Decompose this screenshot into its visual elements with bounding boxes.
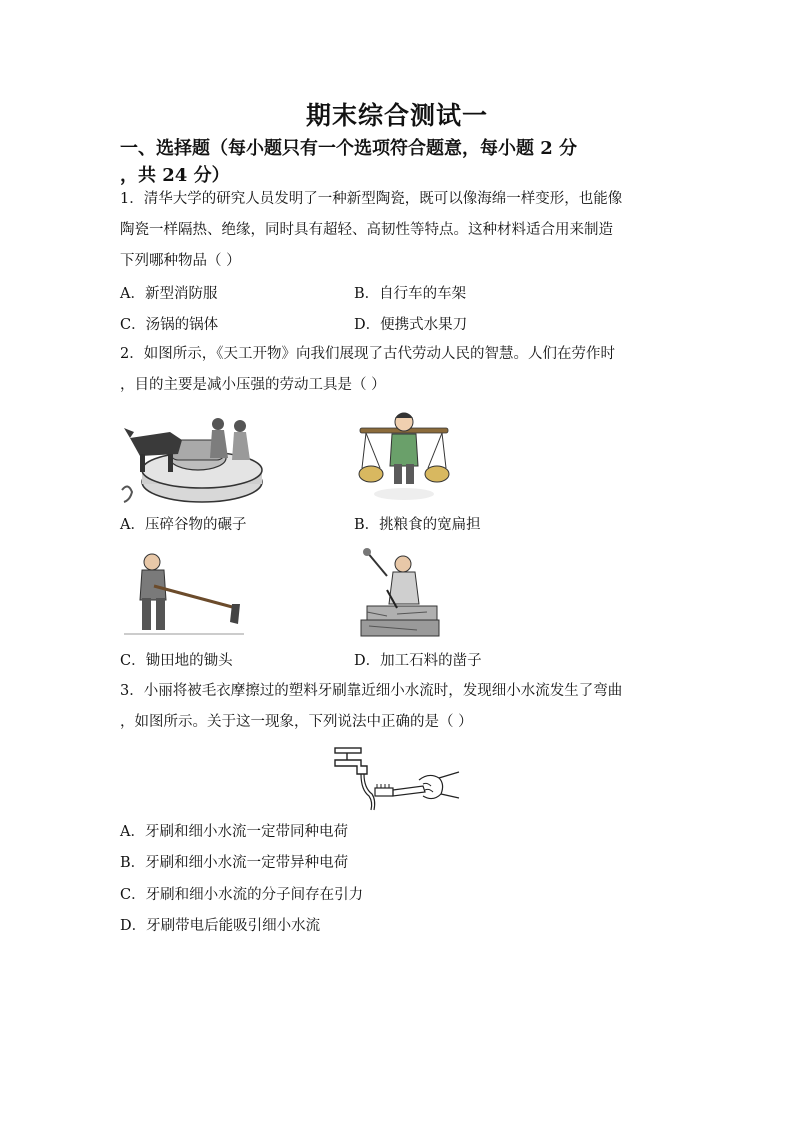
question-3-text (120, 676, 680, 738)
q3-option-a: A．牙刷和细小水流一定带同种电荷 (120, 824, 348, 840)
q1-option-c: C．汤锅的锅体 (120, 317, 219, 333)
question-1-line: 陶瓷一样隔热、绝缘，同时具有超轻、高韧性等特点。这种材料适合用来制造 (120, 222, 613, 238)
chisel-figure (357, 546, 441, 642)
question-2-text (120, 339, 680, 401)
q1-option-d: D．便携式水果刀 (354, 317, 468, 333)
q1-option-b: B．自行车的车架 (354, 286, 467, 302)
question-2-line: ，目的主要是减小压强的劳动工具是（ ） (120, 377, 386, 393)
q2-option-b: B．挑粮食的宽扁担 (354, 517, 481, 533)
question-1-line: 1．清华大学的研究人员发明了一种新型陶瓷，既可以像海绵一样变形，也能像 (120, 191, 623, 207)
question-3-line: 3．小丽将被毛衣摩擦过的塑料牙刷靠近细小水流时，发现细小水流发生了弯曲 (120, 683, 623, 699)
carrying-pole-figure (358, 406, 450, 506)
hoe-figure (124, 548, 244, 640)
millstone-figure (120, 410, 266, 508)
q3-option-c: C．牙刷和细小水流的分子间存在引力 (120, 887, 364, 903)
q2-option-a: A．压碎谷物的碾子 (120, 517, 247, 533)
q3-option-d: D．牙刷带电后能吸引细小水流 (120, 918, 321, 934)
question-3-line: ，如图所示。关于这一现象，下列说法中正确的是（ ） (120, 714, 473, 730)
question-2-line: 2．如图所示，《天工开物》向我们展现了古代劳动人民的智慧。人们在劳作时 (120, 346, 615, 362)
section-heading-line2: ，共 24 分） (120, 165, 230, 186)
question-1-text (120, 184, 680, 277)
q3-option-b: B．牙刷和细小水流一定带异种电荷 (120, 855, 349, 871)
question-1-line: 下列哪种物品（ ） (120, 253, 241, 269)
q2-option-c: C．锄田地的锄头 (120, 653, 233, 669)
section-heading-line1: 一、选择题（每小题只有一个选项符合题意，每小题 2 分 (120, 138, 578, 159)
q2-option-d: D．加工石料的凿子 (354, 653, 482, 669)
page-title: 期末综合测试一 (305, 101, 488, 130)
q1-option-a: A．新型消防服 (120, 286, 218, 302)
toothbrush-water-figure (331, 744, 461, 816)
